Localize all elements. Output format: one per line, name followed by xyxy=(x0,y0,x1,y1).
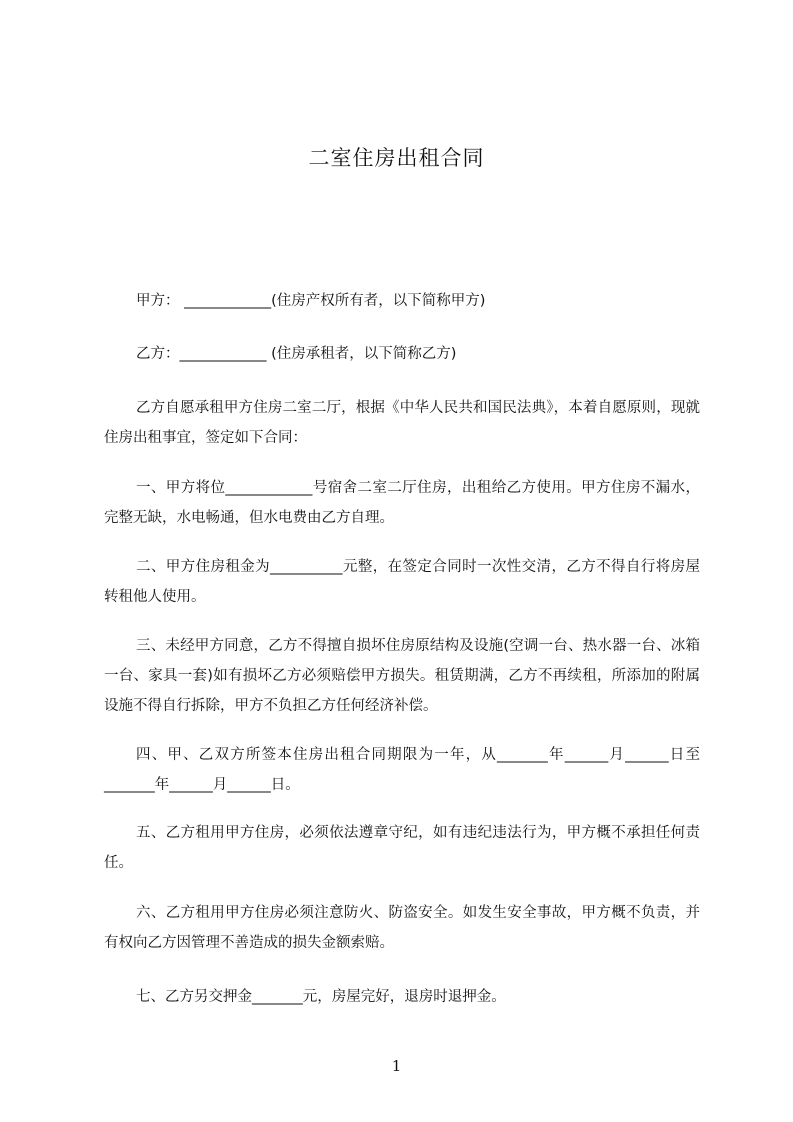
clause-2: 二、甲方住房租金为__________元整，在签定合同时一次性交清，乙方不得自行将房屋转租他人使用。 xyxy=(104,559,700,605)
clause-7: 七、乙方另交押金_______元，房屋完好，退房时退押金。 xyxy=(136,989,506,1005)
party-a-line: 甲方： ____________(住房产权所有者，以下简称甲方) xyxy=(136,293,486,309)
clause-4: 四、甲、乙双方所签本住房出租合同期限为一年，从_______年______月______日至_______年______月______日。 xyxy=(104,747,700,793)
document-title: 二室住房出租合同 xyxy=(308,146,485,170)
page-number: 1 xyxy=(391,1057,402,1075)
party-b-line: 乙方：____________ (住房承租者，以下简称乙方) xyxy=(136,346,457,362)
clause-3: 三、未经甲方同意，乙方不得擅自损坏住房原结构及设施(空调一台、热水器一台、冰箱一台、家具一套)如有损坏乙方必须赔偿甲方损失。租赁期满，乙方不再续租，所添加的附属设施不得自行拆除，甲方不负担乙方任何经济补偿。 xyxy=(104,638,700,714)
intro-paragraph: 乙方自愿承租甲方住房二室二厅，根据《中华人民共和国民法典》，本着自愿原则，现就住房出租事宜，签定如下合同： xyxy=(104,400,700,446)
clause-1: 一、甲方将位____________号宿舍二室二厅住房，出租给乙方使用。甲方住房不漏水，完整无缺，水电畅通，但水电费由乙方自理。 xyxy=(104,480,700,526)
clause-5: 五、乙方租用甲方住房，必须依法遵章守纪，如有违纪违法行为，甲方概不承担任何责任。 xyxy=(104,825,700,871)
clause-6: 六、乙方租用甲方住房必须注意防火、防盗安全。如发生安全事故，甲方概不负责，并有权向乙方因管理不善造成的损失金额索赔。 xyxy=(104,905,700,951)
